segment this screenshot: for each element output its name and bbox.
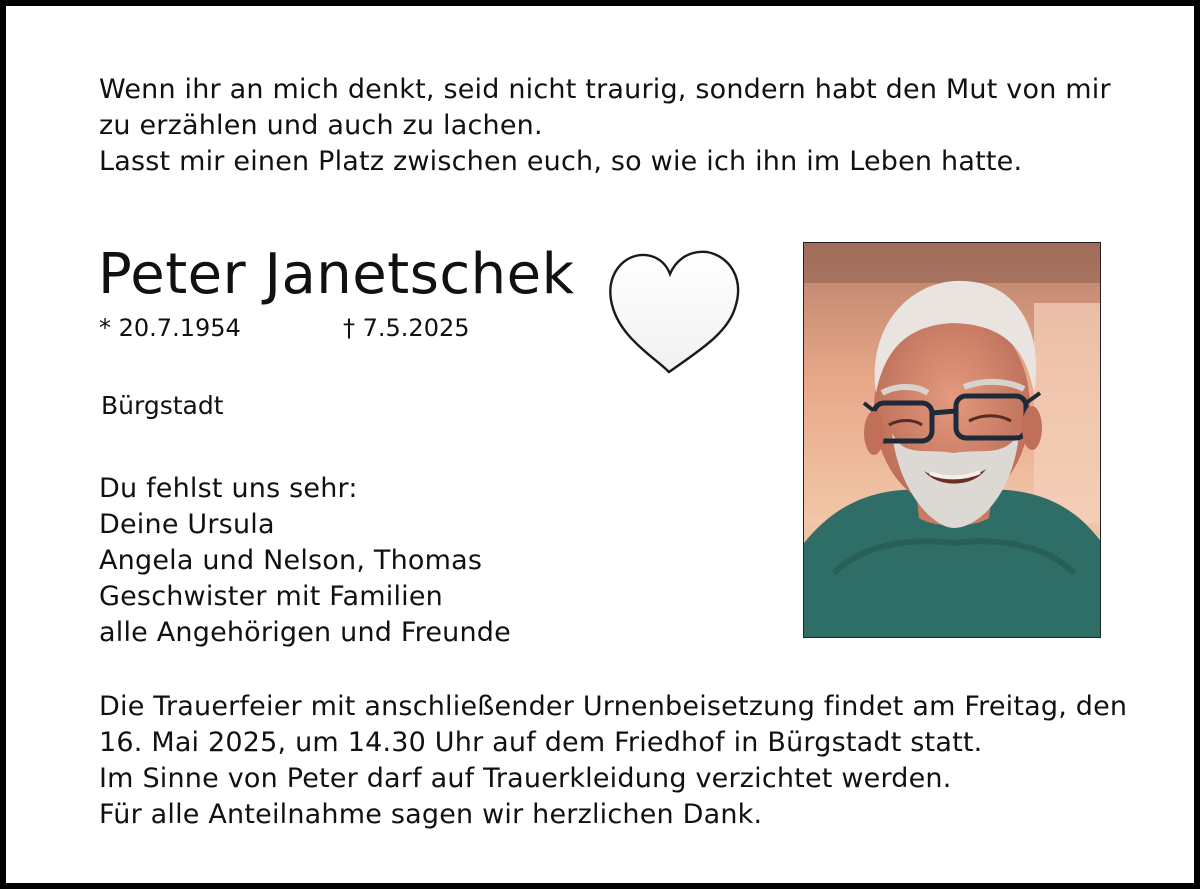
hometown: Bürgstadt <box>101 391 224 420</box>
quote-line-1: Wenn ihr an mich denkt, seid nicht traurig, sondern habt den Mut von mir <box>99 74 1111 105</box>
funeral-details <box>99 689 1127 833</box>
mourners-list <box>99 471 511 651</box>
mourner-line: Deine Ursula <box>99 509 275 540</box>
closing-line-1: Die Trauerfeier mit anschließender Urnenbeisetzung findet am Freitag, den <box>99 691 1128 722</box>
obituary-notice <box>6 6 1194 883</box>
closing-line-2: 16. Mai 2025, um 14.30 Uhr auf dem Friedhof in Bürgstadt statt. <box>99 727 983 758</box>
mourner-line: Angela und Nelson, Thomas <box>99 545 483 576</box>
birth-date: * 20.7.1954 <box>99 314 241 342</box>
closing-line-3: Im Sinne von Peter darf auf Trauerkleidung verzichtet werden. <box>99 763 952 794</box>
mourner-line: Geschwister mit Familien <box>99 581 443 612</box>
mourners-intro: Du fehlst uns sehr: <box>99 473 358 504</box>
death-date: † 7.5.2025 <box>343 314 470 342</box>
deceased-name: Peter Janetschek <box>98 242 575 307</box>
closing-line-4: Für alle Anteilnahme sagen wir herzlichen Dank. <box>99 799 763 830</box>
mourner-line: alle Angehörigen und Freunde <box>99 617 511 648</box>
heart-icon <box>603 244 743 384</box>
quote-line-2: zu erzählen und auch zu lachen. <box>99 110 543 141</box>
memorial-quote <box>99 72 1111 180</box>
portrait-photo <box>803 242 1101 638</box>
quote-line-3: Lasst mir einen Platz zwischen euch, so wie ich ihn im Leben hatte. <box>99 146 1023 177</box>
